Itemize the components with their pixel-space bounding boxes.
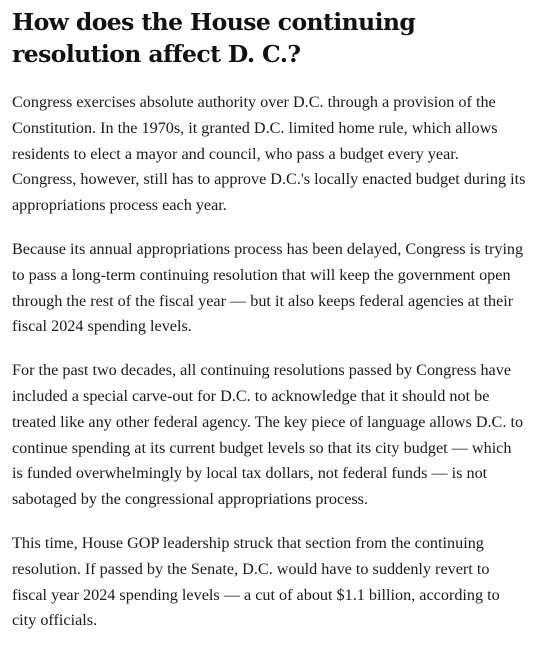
article-paragraph: Because its annual appropriations process has been delayed, Congress is trying to pass a long-term continuing resolution that will keep the government open through the rest of the fiscal year — but it also keeps federal agencies at their fiscal 2024 spending levels.: [12, 239, 524, 336]
article-paragraph: For the past two decades, all continuing resolutions passed by Congress have included a special carve-out for D.C. to acknowledge that it should not be treated like any other federal agency. The key piece of language allows D.C. to continue spending at its current budget levels so that its city budget — which is funded overwhelmingly by local tax dollars, not federal funds — is not sabotaged by the congressional appropriations process.: [12, 361, 524, 509]
article-headline: How does the House continuing resolution affect D. C.?: [12, 8, 416, 68]
article-paragraph: This time, House GOP leadership struck that section from the continuing resolution. If passed by the Senate, D.C. would have to suddenly revert to fiscal year 2024 spending levels — a cut of about $1.1 billion, according to city officials.: [12, 533, 500, 630]
article: [12, 6, 526, 634]
article-paragraph: Congress exercises absolute authority over D.C. through a provision of the Constitution. In the 1970s, it granted D.C. limited home rule, which allows residents to elect a mayor and council, who pass a budget every year. Congress, however, still has to approve D.C.'s locally enacted budget during its appropriations process each year.: [12, 93, 526, 215]
